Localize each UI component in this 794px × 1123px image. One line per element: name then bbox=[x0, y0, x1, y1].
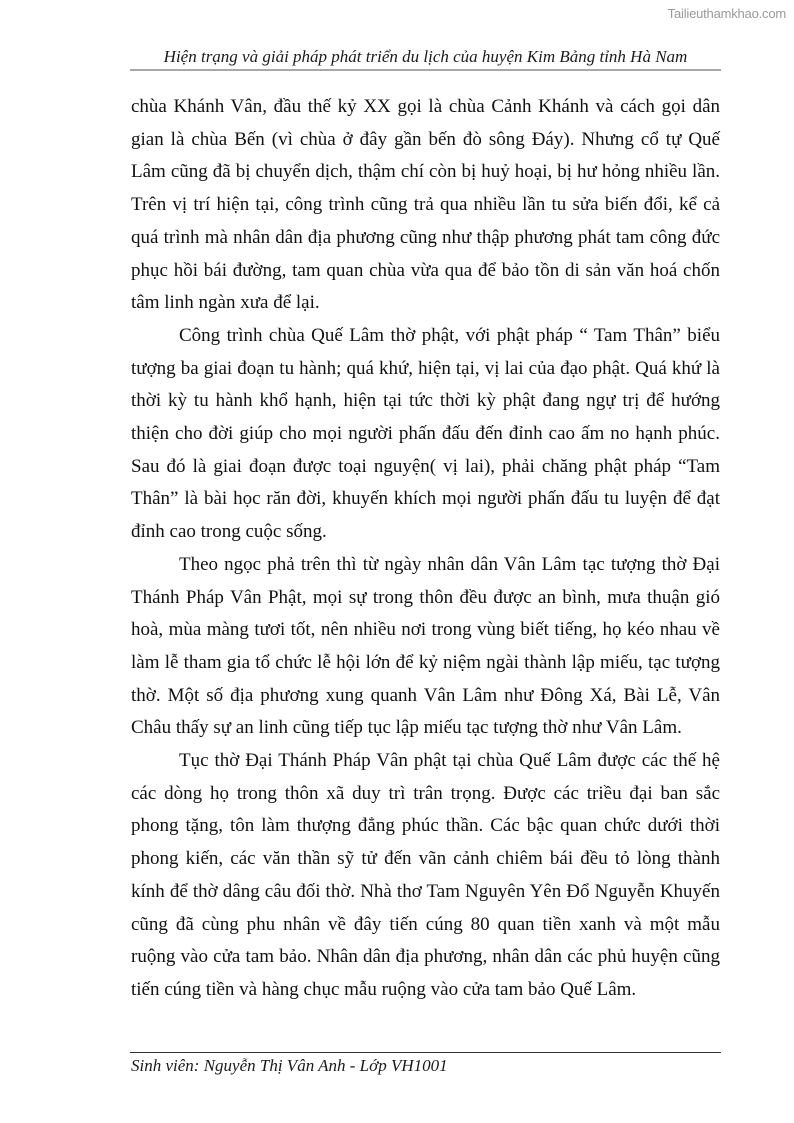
document-body bbox=[131, 91, 720, 1007]
paragraph: Công trình chùa Quế Lâm thờ phật, với phật pháp “ Tam Thân” biểu tượng ba giai đoạn tu hành; quá khứ, hiện tại, vị lai của đạo phật. Quá khứ là thời kỳ tu hành khổ hạnh, hiện tại tức thời kỳ phật đang ngự trị để hướng thiện cho đời giúp cho mọi người phấn đấu đến đỉnh cao ấm no hạnh phúc. Sau đó là giai đoạn được toại nguyện( vị lai), phải chăng phật pháp “Tam Thân” là bài học răn đời, khuyến khích mọi người phấn đấu tu luyện để đạt đỉnh cao trong cuộc sống. bbox=[131, 324, 720, 543]
paragraph: Tục thờ Đại Thánh Pháp Vân phật tại chùa Quế Lâm được các thế hệ các dòng họ trong thôn xã duy trì trân trọng. Được các triều đại ban sắc phong tặng, tôn làm thượng đẳng phúc thần. Các bậc quan chức dưới thời phong kiến, các văn thần sỹ tử đến vãn cảnh chiêm bái đều tỏ lòng thành kính để thờ dâng câu đối thờ. Nhà thơ Tam Nguyên Yên Đổ Nguyễn Khuyến cũng đã cùng phu nhân về đây tiến cúng 80 quan tiền xanh và một mẫu ruộng vào cửa tam bảo. Nhân dân địa phương, nhân dân các phủ huyện cũng tiến cúng tiền và hàng chục mẫu ruộng vào cửa tam bảo Quế Lâm. bbox=[131, 750, 720, 1000]
footer-divider bbox=[130, 1052, 721, 1053]
header-divider bbox=[130, 69, 721, 71]
watermark-text: Tailieuthamkhao.com bbox=[667, 6, 786, 21]
paragraph: Theo ngọc phả trên thì từ ngày nhân dân Vân Lâm tạc tượng thờ Đại Thánh Pháp Vân Phật, mọi sự trong thôn đều được an bình, mưa thuận gió hoà, mùa màng tươi tốt, nên nhiều nơi trong vùng biết tiếng, họ kéo nhau về làm lễ tham gia tổ chức lễ hội lớn để kỷ niệm ngài thành lập miếu, tạc tượng thờ. Một số địa phương xung quanh Vân Lâm như Đông Xá, Bài Lễ, Vân Châu thấy sự an linh cũng tiếp tục lập miếu tạc tượng thờ như Vân Lâm. bbox=[131, 553, 720, 739]
page-footer-text: Sinh viên: Nguyễn Thị Vân Anh - Lớp VH1001 bbox=[131, 1056, 448, 1075]
page-header-title: Hiện trạng và giải pháp phát triển du lịch của huyện Kim Bảng tỉnh Hà Nam bbox=[163, 47, 688, 66]
paragraph: chùa Khánh Vân, đầu thế kỷ XX gọi là chùa Cảnh Khánh và cách gọi dân gian là chùa Bến (vì chùa ở đây gần bến đò sông Đáy). Nhưng cổ tự Quế Lâm cũng đã bị chuyển dịch, thậm chí còn bị huỷ hoại, bị hư hỏng nhiều lần. Trên vị trí hiện tại, công trình cũng trả qua nhiều lần tu sửa biến đổi, kể cả quá trình mà nhân dân địa phương cũng như thập phương phát tam công đức phục hồi bái đường, tam quan chùa vừa qua để bảo tồn di sản văn hoá chốn tâm linh ngàn xưa để lại. bbox=[131, 96, 720, 314]
